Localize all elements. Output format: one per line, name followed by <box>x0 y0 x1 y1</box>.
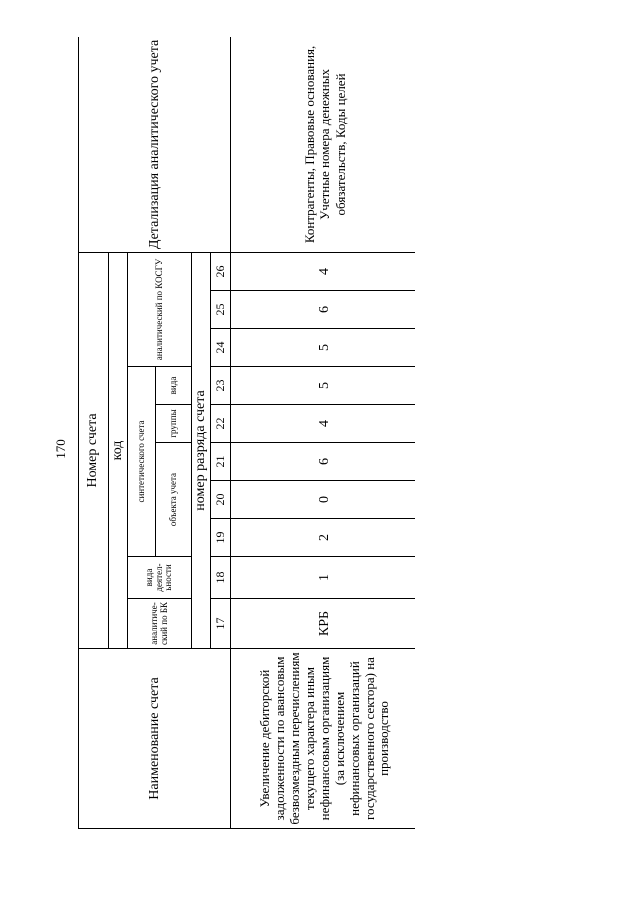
page-number: 170 <box>53 439 68 459</box>
account-description: Увеличение дебиторской задолженности по авансовым безвозмездным перечислениям текущего характера иным нефинансовым организациям (за исключением нефинансовых организаций государственного сектора) на производство <box>231 649 415 829</box>
digit-cell: 17 <box>211 599 231 649</box>
value-cell: 4 <box>231 405 415 443</box>
header-account-number: Номер счета <box>79 252 109 648</box>
digit-cell: 19 <box>211 519 231 557</box>
digit-cell: 20 <box>211 481 231 519</box>
value-cell: 6 <box>231 291 415 329</box>
detail-cell: Контрагенты, Правовые основания, Учетные номера денежных обязательств, Коды целей <box>231 37 415 252</box>
digit-cell: 23 <box>211 367 231 405</box>
header-kind: вида <box>156 367 192 405</box>
header-group: группы <box>156 405 192 443</box>
rotated-table-area <box>78 37 415 829</box>
header-digit-number: номер разряда счета <box>192 252 211 648</box>
header-synthetic: синтетического счета <box>128 367 156 557</box>
digit-cell: 26 <box>211 252 231 290</box>
header-detail: Детализация аналитического учета <box>79 37 231 252</box>
digit-cell: 24 <box>211 329 231 367</box>
value-cell: 6 <box>231 443 415 481</box>
value-cell: 5 <box>231 329 415 367</box>
accounts-table <box>78 37 415 829</box>
digit-cell: 25 <box>211 291 231 329</box>
digit-cell: 21 <box>211 443 231 481</box>
digit-cell: 18 <box>211 557 231 599</box>
value-cell: 0 <box>231 481 415 519</box>
value-cell: КРБ <box>231 599 415 649</box>
value-cell: 2 <box>231 519 415 557</box>
header-account-object: объекта учета <box>156 443 192 557</box>
header-account-name: Наименование счета <box>79 649 231 829</box>
header-activity-type: вида деятельности <box>128 557 192 599</box>
header-code: код <box>109 252 128 648</box>
value-cell: 4 <box>231 252 415 290</box>
header-kosgu: аналитический по КОСГУ <box>128 252 192 366</box>
value-cell: 5 <box>231 367 415 405</box>
value-cell: 1 <box>231 557 415 599</box>
digit-cell: 22 <box>211 405 231 443</box>
header-analytic-bk: аналитический по БК <box>128 599 192 649</box>
